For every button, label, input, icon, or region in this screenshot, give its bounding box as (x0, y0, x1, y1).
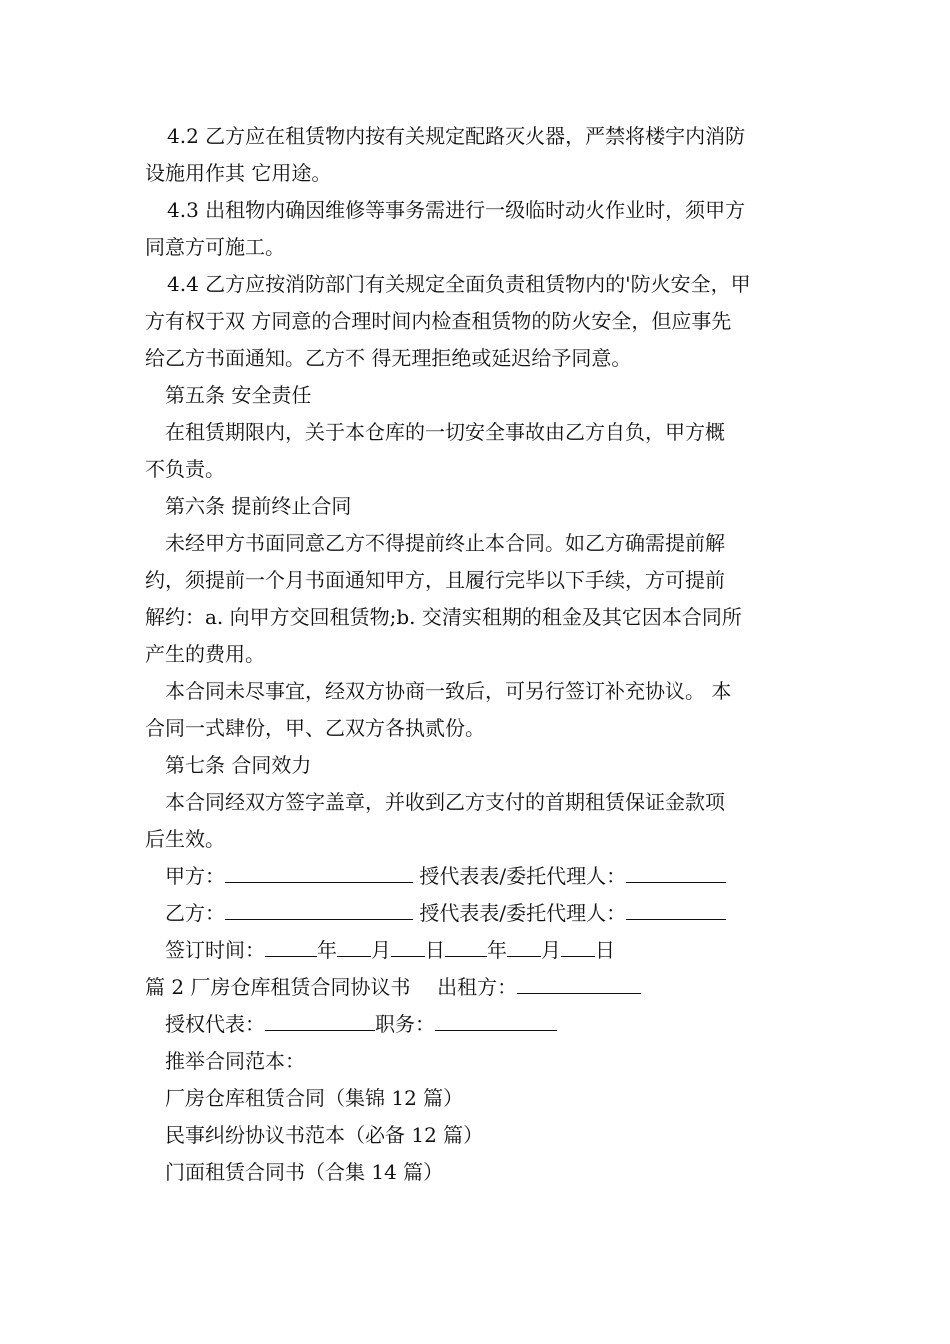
document-page (145, 118, 810, 1191)
day-blank[interactable] (391, 934, 425, 957)
article-6-heading (145, 488, 810, 525)
party-a-rep-blank[interactable] (626, 860, 726, 883)
text-line: 第七条 合同效力 (165, 753, 312, 777)
rep-label: 授代表表/委托代理人： (419, 901, 627, 925)
party-a-signature-line (145, 858, 810, 895)
party-a-name-blank[interactable] (225, 860, 413, 883)
recommend-link[interactable]: 民事纠纷协议书范本（必备 12 篇） (165, 1123, 484, 1147)
text-line: 设施用作其 它用途。 (145, 161, 332, 185)
month-label: 月 (541, 938, 561, 962)
text-line: 同意方可施工。 (145, 235, 285, 259)
position-label: 职务： (375, 1012, 435, 1036)
recommend-item[interactable] (145, 1154, 810, 1191)
party-b-signature-line (145, 895, 810, 932)
rep-label: 授代表表/委托代理人： (419, 864, 627, 888)
authorized-rep-label: 授权代表： (165, 1012, 265, 1036)
text-line: 解约：a. 向甲方交回租赁物;b. 交清实租期的租金及其它因本合同所 (145, 605, 742, 629)
text-line: 不负责。 (145, 457, 225, 481)
article-5-heading (145, 377, 810, 414)
article-7-heading (145, 747, 810, 784)
day-label: 日 (425, 938, 445, 962)
text-line: 后生效。 (145, 827, 225, 851)
recommend-heading (145, 1043, 810, 1080)
text-line: 约，须提前一个月书面通知甲方，且履行完毕以下手续，方可提前 (145, 568, 725, 592)
article-7-body (145, 784, 810, 858)
text-line: 合同一式肆份，甲、乙双方各执贰份。 (145, 716, 485, 740)
recommend-link[interactable]: 厂房仓库租赁合同（集锦 12 篇） (165, 1086, 464, 1110)
clause-4-3 (145, 192, 810, 266)
clause-4-2 (145, 118, 810, 192)
text-line: 4.2 乙方应在租赁物内按有关规定配路灭火器，严禁将楼宇内消防 (167, 124, 746, 148)
text-line: 给乙方书面通知。乙方不 得无理拒绝或延迟给予同意。 (145, 346, 632, 370)
month-label: 月 (371, 938, 391, 962)
year-blank[interactable] (265, 934, 317, 957)
day-label: 日 (595, 938, 615, 962)
party-b-label: 乙方： (165, 901, 225, 925)
position-blank[interactable] (435, 1008, 557, 1031)
year-label: 年 (317, 938, 337, 962)
recommend-item[interactable] (145, 1080, 810, 1117)
text-line: 第六条 提前终止合同 (165, 494, 352, 518)
recommend-item[interactable] (145, 1117, 810, 1154)
text-line: 推举合同范本： (165, 1049, 305, 1073)
supplement-clause (145, 673, 810, 747)
date-label: 签订时间： (165, 938, 265, 962)
text-line: 产生的费用。 (145, 642, 265, 666)
article-5-body (145, 414, 810, 488)
party-a-label: 甲方： (165, 864, 225, 888)
day-blank-2[interactable] (561, 934, 595, 957)
party-b-name-blank[interactable] (225, 897, 413, 920)
text-line: 4.4 乙方应按消防部门有关规定全面负责租赁物内的'防火安全，甲 (167, 272, 751, 296)
section-2-title-line (145, 969, 810, 1006)
authorized-rep-line (145, 1006, 810, 1043)
lessor-blank[interactable] (517, 971, 641, 994)
text-line: 第五条 安全责任 (165, 383, 312, 407)
party-b-rep-blank[interactable] (626, 897, 726, 920)
month-blank[interactable] (337, 934, 371, 957)
text-line: 在租赁期限内，关于本仓库的一切安全事故由乙方自负，甲方概 (165, 420, 725, 444)
year-label: 年 (487, 938, 507, 962)
article-6-body (145, 525, 810, 673)
authorized-rep-blank[interactable] (265, 1008, 375, 1031)
text-line: 未经甲方书面同意乙方不得提前终止本合同。如乙方确需提前解 (165, 531, 725, 555)
text-line: 4.3 出租物内确因维修等事务需进行一级临时动火作业时，须甲方 (167, 198, 746, 222)
year-blank-2[interactable] (445, 934, 487, 957)
month-blank-2[interactable] (507, 934, 541, 957)
clause-4-4 (145, 266, 810, 377)
text-line: 方有权于双 方同意的合理时间内检查租赁物的防火安全，但应事先 (145, 309, 732, 333)
signing-date-line (145, 932, 810, 969)
text-line: 本合同经双方签字盖章，并收到乙方支付的首期租赁保证金款项 (165, 790, 725, 814)
lessor-label: 出租方： (437, 975, 518, 999)
recommend-link[interactable]: 门面租赁合同书（合集 14 篇） (165, 1160, 444, 1184)
text-line: 本合同未尽事宜，经双方协商一致后，可另行签订补充协议。 本 (165, 679, 732, 703)
section-2-title: 篇 2 厂房仓库租赁合同协议书 (145, 975, 411, 999)
